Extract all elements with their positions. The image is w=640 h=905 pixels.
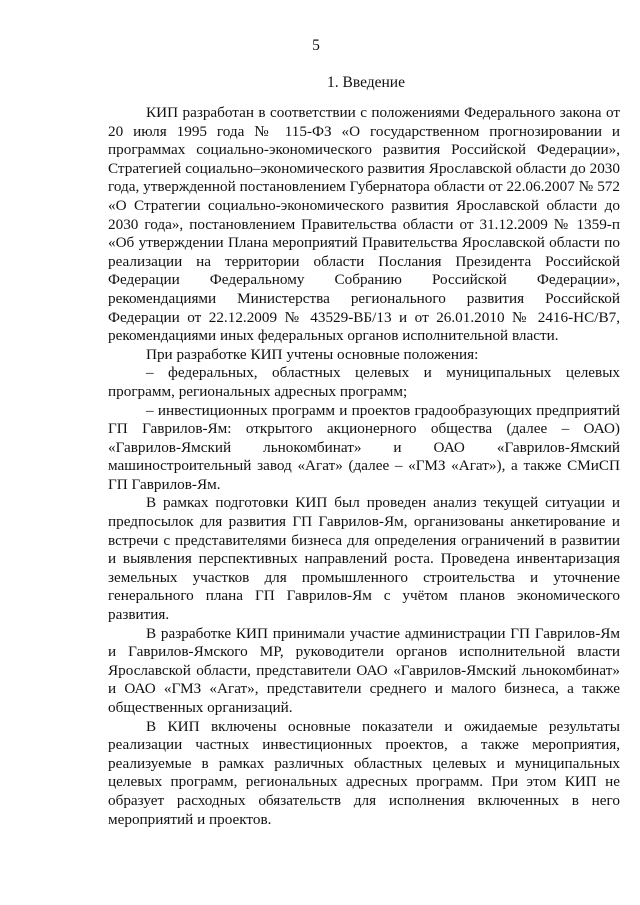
body-text — [108, 104, 620, 829]
list-item-programs: – федеральных, областных целевых и муниципальных целевых программ, региональных адресных программ; — [108, 364, 620, 400]
page-number: 5 — [312, 37, 320, 54]
list-item-investment: – инвестиционных программ и проектов градообразующих предприятий ГП Гаврилов-Ям: открытого акционерного общества (далее – ОАО) «Гаврилов-Ямский льнокомбинат» и ОАО «Гаврилов-Ямский машиностроительный завод «Агат» (далее – «ГМЗ «Агат»), а также СМиСП ГП Гаврилов-Ям. — [108, 401, 620, 493]
paragraph-legal-basis: КИП разработан в соответствии с положениями Федерального закона от 20 июля 1995 года № 115-ФЗ «О государственном прогнозировании и программах социально-экономического развития Российской Федерации», Стратегией социально–экономического развития Ярославской области до 2030 года, утвержденной постановлением Губернатора области от 22.06.2007 № 572 «О Стратегии социально-экономического развития Ярославской области до 2030 года», постановлением Правительства области от 31.12.2009 № 1359-п «Об утверждении Плана мероприятий Правительства Ярославской области по реализации на территории области Послания Президента Российской Федерации Федеральному Собранию Российской Федерации», рекомендациями Министерства регионального развития Российской Федерации от 22.12.2009 № 43529-ВБ/13 и от 26.01.2010 № 2416-НС/В7, рекомендациями иных федеральных органов исполнительной власти. — [108, 104, 620, 345]
paragraph-considered-provisions: При разработке КИП учтены основные положения: — [146, 345, 479, 363]
section-title: 1. Введение — [327, 74, 405, 91]
paragraph-contents: В КИП включены основные показатели и ожидаемые результаты реализации частных инвестиционных проектов, а также мероприятия, реализуемые в рамках различных областных целевых и муниципальных целевых программ, региональных адресных программ. При этом КИП не образует расходных обязательств для исполнения включенных в него мероприятий и проектов. — [108, 717, 620, 828]
paragraph-participants: В разработке КИП принимали участие администрации ГП Гаврилов-Ям и Гаврилов-Ямского МР, руководители органов исполнительной власти Ярославской области, представители ОАО «Гаврилов-Ямский льнокомбинат» и ОАО «ГМЗ «Агат», представители среднего и малого бизнеса, а также общественных организаций. — [108, 624, 620, 716]
paragraph-preparation: В рамках подготовки КИП был проведен анализ текущей ситуации и предпосылок для развития ГП Гаврилов-Ям, организованы анкетирование и встречи с представителями бизнеса для определения ограничений в развитии и выявления перспективных направлений роста. Проведена инвентаризация земельных участков для промышленного строительства и уточнение генерального плана ГП Гаврилов-Ям с учётом планов экономического развития. — [108, 494, 620, 624]
